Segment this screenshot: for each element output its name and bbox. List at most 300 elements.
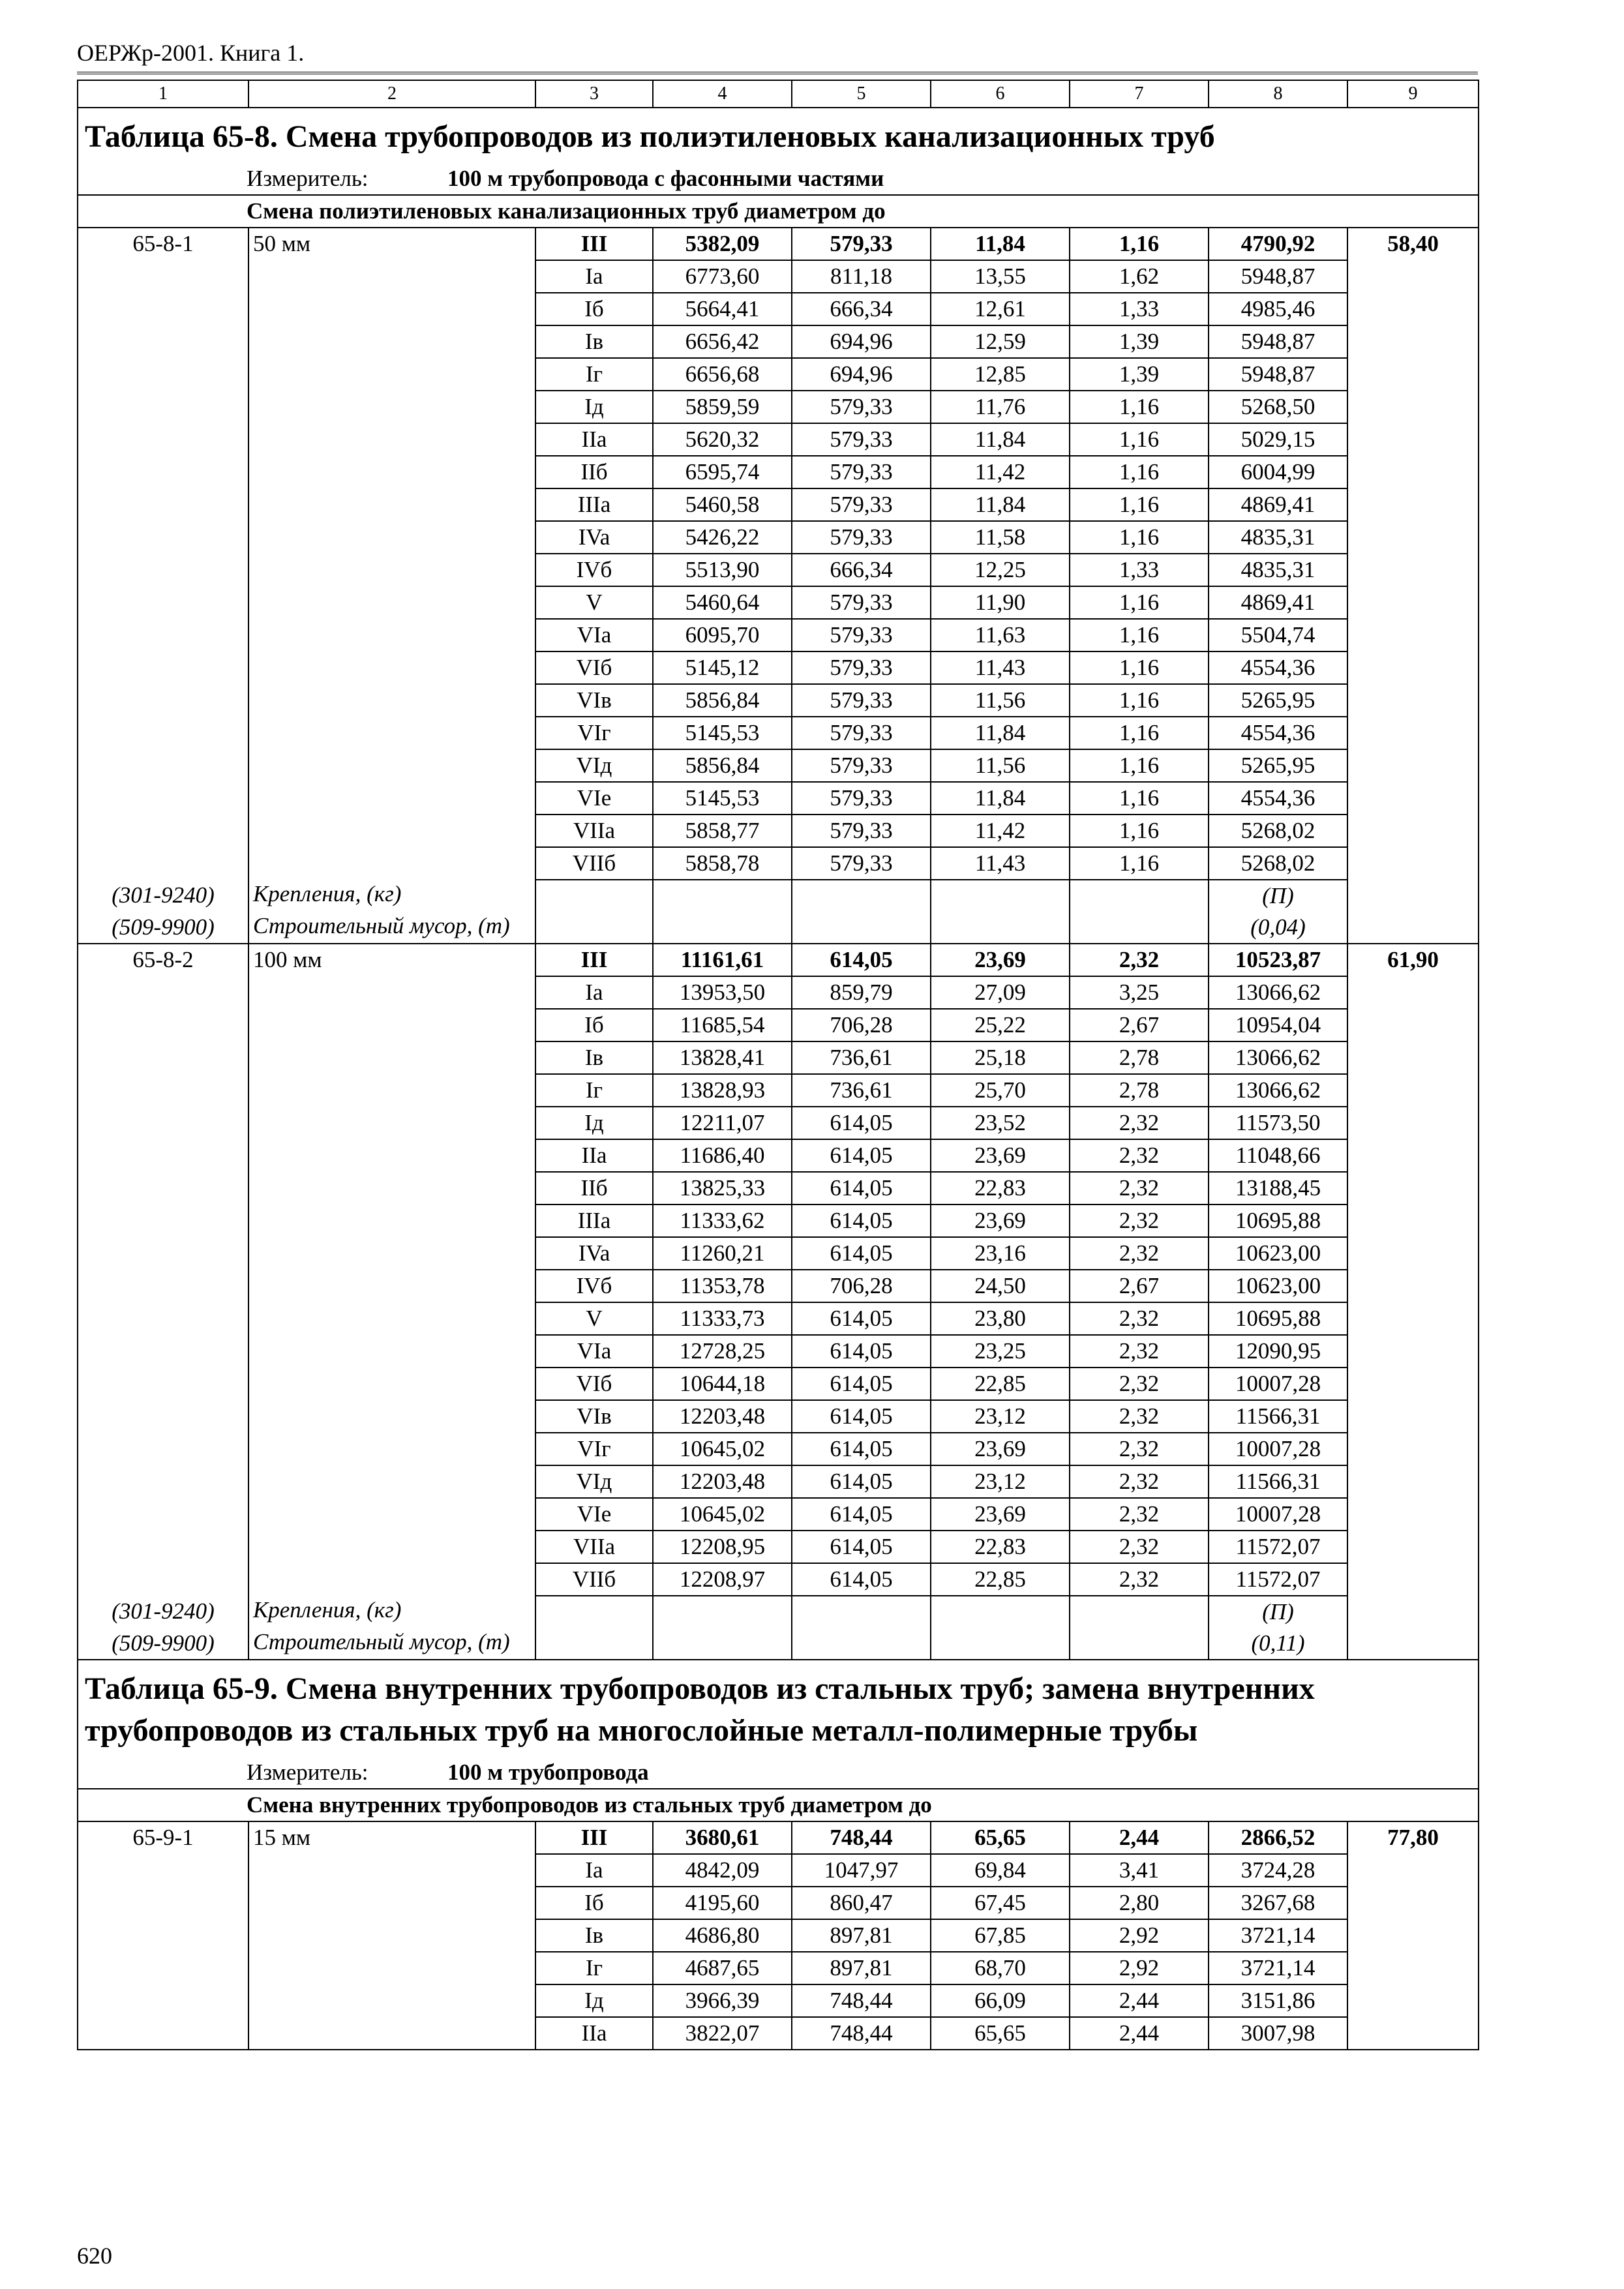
cell-col4: 13825,33 — [653, 1172, 792, 1204]
price-table — [77, 80, 1479, 2050]
cell-col9 — [1347, 325, 1479, 358]
cell-col9 — [1347, 651, 1479, 684]
item-description — [248, 1204, 535, 1237]
item-description — [248, 1563, 535, 1596]
cell-col8: 10007,28 — [1209, 1368, 1347, 1400]
table-row — [78, 1302, 1479, 1335]
table-row — [78, 1919, 1479, 1952]
cell-col5: 897,81 — [792, 1919, 931, 1952]
cell-col5: 579,33 — [792, 684, 931, 717]
meter-value: 100 м трубопровода с фасонными частями — [447, 166, 884, 191]
table-row — [78, 1237, 1479, 1270]
item-code — [78, 717, 248, 749]
cell-col4: 5426,22 — [653, 521, 792, 554]
cell-col3: Ia — [535, 976, 653, 1009]
cell-col9 — [1347, 1854, 1479, 1887]
resource-note-row — [78, 912, 1479, 944]
cell-col9 — [1347, 554, 1479, 586]
header-rule — [77, 72, 1478, 74]
cell-col5: 666,34 — [792, 293, 931, 325]
table-row — [78, 1139, 1479, 1172]
cell-col7: 2,32 — [1070, 1498, 1209, 1531]
cell-col6: 11,56 — [931, 684, 1070, 717]
cell-col4: 10645,02 — [653, 1498, 792, 1531]
item-description — [248, 1139, 535, 1172]
column-number: 9 — [1347, 80, 1479, 108]
table-row — [78, 456, 1479, 488]
cell-col7: 2,32 — [1070, 1433, 1209, 1465]
cell-col8: 5265,95 — [1209, 749, 1347, 782]
table-row — [78, 325, 1479, 358]
resource-value: (0,04) — [1209, 912, 1347, 944]
cell-col3: Iг — [535, 1952, 653, 1984]
table-row — [78, 1984, 1479, 2017]
cell-col4: 11353,78 — [653, 1270, 792, 1302]
table-row — [78, 815, 1479, 847]
item-code — [78, 1041, 248, 1074]
empty-cell — [535, 1596, 653, 1628]
page-number: 620 — [77, 2243, 112, 2269]
empty-cell — [931, 1596, 1070, 1628]
item-code — [78, 782, 248, 815]
cell-col8: 10523,87 — [1209, 944, 1347, 976]
cell-col5: 579,33 — [792, 782, 931, 815]
table-row — [78, 749, 1479, 782]
item-code — [78, 488, 248, 521]
empty-cell — [1347, 912, 1479, 944]
cell-col7: 2,44 — [1070, 1984, 1209, 2017]
cell-col9 — [1347, 391, 1479, 423]
cell-col4: 10645,02 — [653, 1433, 792, 1465]
cell-col9 — [1347, 619, 1479, 651]
table-row — [78, 1465, 1479, 1498]
item-description — [248, 554, 535, 586]
cell-col6: 11,84 — [931, 717, 1070, 749]
empty-cell — [1070, 1628, 1209, 1660]
cell-col7: 1,16 — [1070, 521, 1209, 554]
cell-col5: 614,05 — [792, 1237, 931, 1270]
cell-col8: 10007,28 — [1209, 1498, 1347, 1531]
empty-cell — [792, 880, 931, 912]
cell-col8: 13066,62 — [1209, 1074, 1347, 1107]
table-row — [78, 944, 1479, 976]
cell-col5: 614,05 — [792, 1400, 931, 1433]
cell-col3: Iб — [535, 1887, 653, 1919]
cell-col3: VIг — [535, 1433, 653, 1465]
cell-col8: 10623,00 — [1209, 1270, 1347, 1302]
cell-col8: 11572,07 — [1209, 1531, 1347, 1563]
cell-col6: 23,16 — [931, 1237, 1070, 1270]
cell-col7: 1,16 — [1070, 815, 1209, 847]
cell-col4: 13828,41 — [653, 1041, 792, 1074]
table-row — [78, 1335, 1479, 1368]
column-number: 5 — [792, 80, 931, 108]
cell-col6: 11,42 — [931, 456, 1070, 488]
cell-col6: 11,43 — [931, 651, 1070, 684]
cell-col4: 13953,50 — [653, 976, 792, 1009]
cell-col9 — [1347, 1172, 1479, 1204]
item-description — [248, 815, 535, 847]
table-row — [78, 1204, 1479, 1237]
table-row — [78, 1041, 1479, 1074]
meter-cell — [78, 163, 1479, 195]
item-code — [78, 1531, 248, 1563]
table-row — [78, 1563, 1479, 1596]
table-row — [78, 1172, 1479, 1204]
cell-col6: 22,83 — [931, 1531, 1070, 1563]
cell-col3: III — [535, 944, 653, 976]
cell-col3: VIб — [535, 1368, 653, 1400]
column-number-row — [78, 80, 1479, 108]
cell-col6: 11,56 — [931, 749, 1070, 782]
cell-col3: VIд — [535, 1465, 653, 1498]
cell-col9 — [1347, 293, 1479, 325]
cell-col7: 2,92 — [1070, 1952, 1209, 1984]
cell-col8: 13066,62 — [1209, 1041, 1347, 1074]
cell-col7: 2,32 — [1070, 1204, 1209, 1237]
item-code — [78, 1433, 248, 1465]
cell-col8: 11566,31 — [1209, 1465, 1347, 1498]
cell-col3: VIб — [535, 651, 653, 684]
resource-note-row — [78, 880, 1479, 912]
cell-col4: 5460,64 — [653, 586, 792, 619]
meter-label: Измеритель: — [247, 1759, 368, 1785]
cell-col7: 2,80 — [1070, 1887, 1209, 1919]
item-description — [248, 423, 535, 456]
subheading: Смена полиэтиленовых канализационных труб диаметром до — [78, 195, 1479, 228]
cell-col3: VIв — [535, 684, 653, 717]
empty-cell — [1347, 1628, 1479, 1660]
cell-col9 — [1347, 521, 1479, 554]
cell-col7: 2,32 — [1070, 1335, 1209, 1368]
item-description — [248, 1302, 535, 1335]
cell-col4: 3966,39 — [653, 1984, 792, 2017]
cell-col3: VIIa — [535, 815, 653, 847]
cell-col5: 614,05 — [792, 1172, 931, 1204]
cell-col9 — [1347, 1368, 1479, 1400]
running-header: ОЕРЖр-2001. Книга 1. — [77, 40, 305, 66]
cell-col6: 25,22 — [931, 1009, 1070, 1041]
cell-col7: 1,16 — [1070, 586, 1209, 619]
item-code: 65-9-1 — [78, 1821, 248, 1854]
cell-col7: 2,78 — [1070, 1074, 1209, 1107]
cell-col5: 694,96 — [792, 325, 931, 358]
resource-code: (509-9900) — [78, 912, 248, 944]
cell-col5: 614,05 — [792, 1563, 931, 1596]
resource-value: (П) — [1209, 880, 1347, 912]
cell-col8: 5268,50 — [1209, 391, 1347, 423]
cell-col7: 2,32 — [1070, 1563, 1209, 1596]
cell-col3: IVa — [535, 1237, 653, 1270]
cell-col8: 5268,02 — [1209, 847, 1347, 880]
cell-col5: 666,34 — [792, 554, 931, 586]
empty-cell — [1070, 912, 1209, 944]
cell-col7: 2,32 — [1070, 1107, 1209, 1139]
cell-col5: 614,05 — [792, 1498, 931, 1531]
cell-col5: 579,33 — [792, 391, 931, 423]
cell-col7: 2,32 — [1070, 1237, 1209, 1270]
item-code — [78, 1400, 248, 1433]
item-code — [78, 586, 248, 619]
cell-col4: 3822,07 — [653, 2017, 792, 2050]
cell-col6: 23,12 — [931, 1465, 1070, 1498]
resource-note-row — [78, 1628, 1479, 1660]
cell-col7: 1,62 — [1070, 260, 1209, 293]
cell-col3: IIa — [535, 2017, 653, 2050]
item-description — [248, 488, 535, 521]
cell-col9 — [1347, 488, 1479, 521]
cell-col8: 11048,66 — [1209, 1139, 1347, 1172]
cell-col6: 11,58 — [931, 521, 1070, 554]
cell-col7: 1,16 — [1070, 391, 1209, 423]
cell-col3: VIa — [535, 1335, 653, 1368]
resource-name: Крепления, (кг) — [248, 880, 535, 912]
cell-col3: III — [535, 1821, 653, 1854]
cell-col6: 22,85 — [931, 1563, 1070, 1596]
cell-col5: 811,18 — [792, 260, 931, 293]
cell-col5: 897,81 — [792, 1952, 931, 1984]
cell-col4: 11161,61 — [653, 944, 792, 976]
cell-col7: 2,67 — [1070, 1270, 1209, 1302]
cell-col5: 579,33 — [792, 228, 931, 260]
table-row — [78, 423, 1479, 456]
meter-cell — [78, 1757, 1479, 1789]
cell-col4: 4686,80 — [653, 1919, 792, 1952]
cell-col8: 5268,02 — [1209, 815, 1347, 847]
cell-col3: Iб — [535, 1009, 653, 1041]
cell-col9: 58,40 — [1347, 228, 1479, 260]
item-description — [248, 260, 535, 293]
cell-col6: 66,09 — [931, 1984, 1070, 2017]
table-row — [78, 782, 1479, 815]
table-row — [78, 651, 1479, 684]
empty-cell — [1070, 1596, 1209, 1628]
cell-col6: 12,59 — [931, 325, 1070, 358]
table-row — [78, 1107, 1479, 1139]
cell-col8: 11573,50 — [1209, 1107, 1347, 1139]
empty-cell — [1347, 1596, 1479, 1628]
cell-col6: 11,90 — [931, 586, 1070, 619]
cell-col3: V — [535, 1302, 653, 1335]
cell-col7: 1,16 — [1070, 228, 1209, 260]
column-number: 6 — [931, 80, 1070, 108]
meter-label: Измеритель: — [247, 166, 368, 191]
subheading-row — [78, 195, 1479, 228]
cell-col8: 12090,95 — [1209, 1335, 1347, 1368]
cell-col6: 24,50 — [931, 1270, 1070, 1302]
cell-col8: 4554,36 — [1209, 782, 1347, 815]
item-code — [78, 1984, 248, 2017]
item-description — [248, 1465, 535, 1498]
cell-col5: 614,05 — [792, 1433, 931, 1465]
cell-col8: 13188,45 — [1209, 1172, 1347, 1204]
cell-col4: 4842,09 — [653, 1854, 792, 1887]
table-row — [78, 260, 1479, 293]
table-row — [78, 976, 1479, 1009]
cell-col3: IIб — [535, 456, 653, 488]
cell-col6: 23,69 — [931, 1433, 1070, 1465]
cell-col5: 706,28 — [792, 1270, 931, 1302]
resource-value: (П) — [1209, 1596, 1347, 1628]
cell-col7: 1,16 — [1070, 619, 1209, 651]
cell-col9 — [1347, 1887, 1479, 1919]
table-row — [78, 1433, 1479, 1465]
cell-col3: Iг — [535, 358, 653, 391]
item-code — [78, 1563, 248, 1596]
table-row — [78, 488, 1479, 521]
cell-col5: 614,05 — [792, 1368, 931, 1400]
cell-col4: 12208,97 — [653, 1563, 792, 1596]
cell-col8: 4790,92 — [1209, 228, 1347, 260]
empty-cell — [792, 1596, 931, 1628]
cell-col6: 12,61 — [931, 293, 1070, 325]
cell-col6: 27,09 — [931, 976, 1070, 1009]
cell-col6: 11,76 — [931, 391, 1070, 423]
item-description — [248, 847, 535, 880]
item-description — [248, 684, 535, 717]
table-row — [78, 521, 1479, 554]
cell-col5: 579,33 — [792, 651, 931, 684]
column-number: 1 — [78, 80, 248, 108]
cell-col5: 579,33 — [792, 749, 931, 782]
cell-col3: III — [535, 228, 653, 260]
cell-col4: 6773,60 — [653, 260, 792, 293]
cell-col9 — [1347, 782, 1479, 815]
cell-col8: 3151,86 — [1209, 1984, 1347, 2017]
cell-col4: 6656,68 — [653, 358, 792, 391]
item-description — [248, 358, 535, 391]
cell-col6: 25,70 — [931, 1074, 1070, 1107]
cell-col4: 11685,54 — [653, 1009, 792, 1041]
resource-code: (509-9900) — [78, 1628, 248, 1660]
cell-col4: 5858,78 — [653, 847, 792, 880]
cell-col8: 5029,15 — [1209, 423, 1347, 456]
item-description — [248, 2017, 535, 2050]
cell-col3: IIa — [535, 1139, 653, 1172]
cell-col9 — [1347, 1139, 1479, 1172]
item-code — [78, 1074, 248, 1107]
cell-col8: 4835,31 — [1209, 521, 1347, 554]
cell-col4: 5856,84 — [653, 684, 792, 717]
cell-col8: 5265,95 — [1209, 684, 1347, 717]
cell-col7: 2,78 — [1070, 1041, 1209, 1074]
table-row — [78, 2017, 1479, 2050]
cell-col5: 579,33 — [792, 847, 931, 880]
cell-col5: 748,44 — [792, 1984, 931, 2017]
cell-col3: VIe — [535, 1498, 653, 1531]
cell-col3: Iв — [535, 325, 653, 358]
resource-name: Строительный мусор, (т) — [248, 912, 535, 944]
cell-col8: 4835,31 — [1209, 554, 1347, 586]
empty-cell — [792, 912, 931, 944]
cell-col6: 12,85 — [931, 358, 1070, 391]
resource-code: (301-9240) — [78, 1596, 248, 1628]
cell-col9 — [1347, 1335, 1479, 1368]
table-row — [78, 1854, 1479, 1887]
cell-col7: 2,44 — [1070, 2017, 1209, 2050]
cell-col9 — [1347, 423, 1479, 456]
cell-col6: 23,80 — [931, 1302, 1070, 1335]
resource-code: (301-9240) — [78, 880, 248, 912]
cell-col3: Ia — [535, 260, 653, 293]
cell-col5: 614,05 — [792, 1107, 931, 1139]
cell-col6: 11,43 — [931, 847, 1070, 880]
item-code — [78, 1270, 248, 1302]
cell-col8: 4985,46 — [1209, 293, 1347, 325]
cell-col4: 11333,62 — [653, 1204, 792, 1237]
cell-col5: 614,05 — [792, 1139, 931, 1172]
cell-col4: 5460,58 — [653, 488, 792, 521]
cell-col5: 579,33 — [792, 423, 931, 456]
cell-col6: 25,18 — [931, 1041, 1070, 1074]
table-row — [78, 586, 1479, 619]
cell-col6: 23,69 — [931, 1498, 1070, 1531]
item-code — [78, 1204, 248, 1237]
cell-col8: 4554,36 — [1209, 651, 1347, 684]
subheading-row — [78, 1789, 1479, 1821]
cell-col5: 859,79 — [792, 976, 931, 1009]
cell-col6: 65,65 — [931, 2017, 1070, 2050]
cell-col5: 860,47 — [792, 1887, 931, 1919]
column-number: 7 — [1070, 80, 1209, 108]
item-code — [78, 1498, 248, 1531]
cell-col7: 1,16 — [1070, 717, 1209, 749]
table-row — [78, 391, 1479, 423]
cell-col4: 3680,61 — [653, 1821, 792, 1854]
cell-col3: V — [535, 586, 653, 619]
table-row — [78, 1531, 1479, 1563]
item-code — [78, 1465, 248, 1498]
item-code — [78, 619, 248, 651]
empty-cell — [653, 912, 792, 944]
cell-col3: VIд — [535, 749, 653, 782]
cell-col9 — [1347, 1919, 1479, 1952]
cell-col9 — [1347, 1204, 1479, 1237]
item-description: 100 мм — [248, 944, 535, 976]
cell-col7: 1,16 — [1070, 651, 1209, 684]
item-code — [78, 391, 248, 423]
cell-col3: IVб — [535, 1270, 653, 1302]
cell-col9 — [1347, 1952, 1479, 1984]
cell-col4: 12211,07 — [653, 1107, 792, 1139]
cell-col4: 10644,18 — [653, 1368, 792, 1400]
empty-cell — [653, 1628, 792, 1660]
item-code — [78, 2017, 248, 2050]
cell-col5: 614,05 — [792, 1465, 931, 1498]
table-row — [78, 1270, 1479, 1302]
cell-col9 — [1347, 1465, 1479, 1498]
cell-col3: IIб — [535, 1172, 653, 1204]
cell-col3: IIIa — [535, 488, 653, 521]
item-code — [78, 260, 248, 293]
item-code — [78, 1172, 248, 1204]
cell-col7: 1,16 — [1070, 749, 1209, 782]
cell-col5: 579,33 — [792, 456, 931, 488]
table-row — [78, 1009, 1479, 1041]
cell-col9 — [1347, 1041, 1479, 1074]
cell-col9 — [1347, 1074, 1479, 1107]
cell-col7: 1,16 — [1070, 782, 1209, 815]
table-title: Таблица 65-9. Смена внутренних трубопроводов из стальных труб; замена внутренних трубопроводов из стальных труб на многослойные металл-полимерные трубы — [78, 1660, 1479, 1757]
cell-col9 — [1347, 2017, 1479, 2050]
table-row — [78, 847, 1479, 880]
cell-col6: 11,84 — [931, 228, 1070, 260]
table-row — [78, 684, 1479, 717]
empty-cell — [653, 1596, 792, 1628]
cell-col4: 12728,25 — [653, 1335, 792, 1368]
cell-col7: 1,33 — [1070, 293, 1209, 325]
table-row — [78, 1074, 1479, 1107]
